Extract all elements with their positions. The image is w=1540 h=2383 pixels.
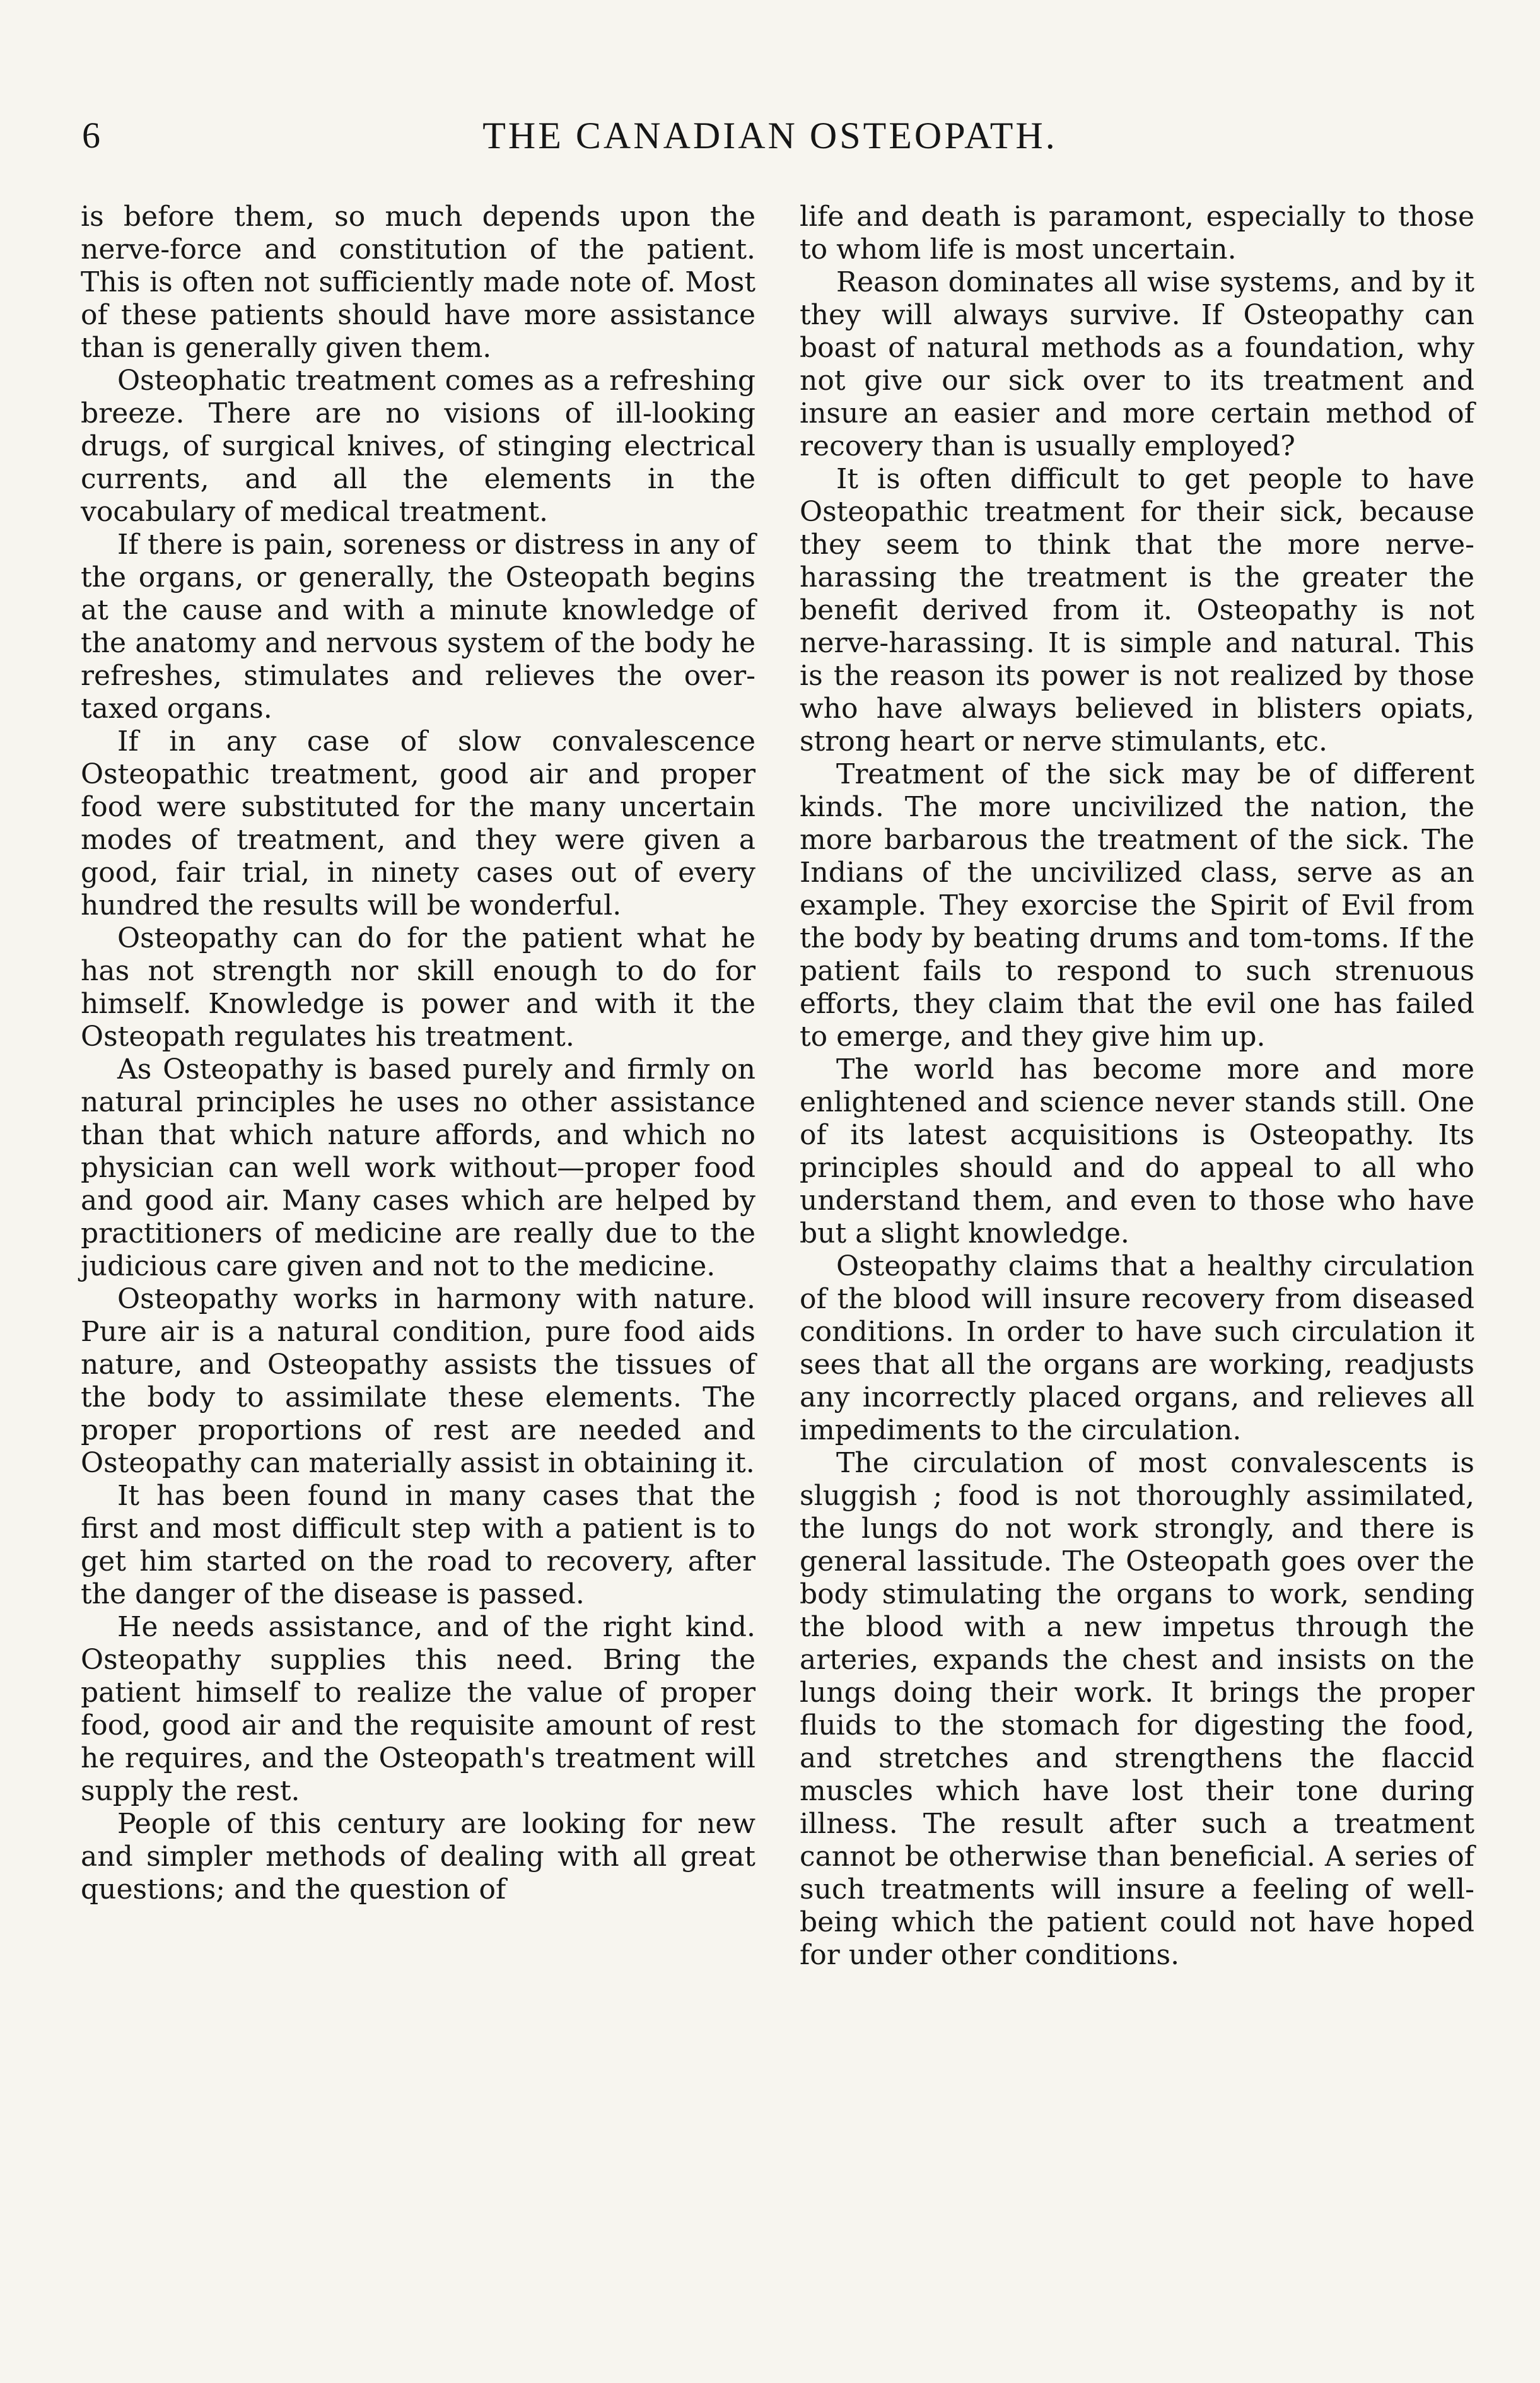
paragraph: It has been found in many cases that the first and most difficult step with a patient is to get him started on the road to recovery, after the danger of the disease is passed.: [81, 1480, 755, 1610]
paragraph: It is often difficult to get people to have Osteopathic treatment for their sick, because they seem to think that the more nerve-harassing the treatment is the greater the benefit derived from it. Osteopathy is not nerve-harassing. It is simple and natural. This is the reason its power is not realized by those who have always believed in blisters opiats, strong heart or nerve stimulants, etc.: [800, 463, 1474, 758]
paragraph: The circulation of most convalescents is sluggish ; food is not thoroughly assimilated, the lungs do not work strongly, and there is general lassitude. The Osteopath goes over the body stimulating the organs to work, sending the blood with a new impetus through the arteries, expands the chest and insists on the lungs doing their work. It brings the proper fluids to the stomach for digesting the food, and stretches and strengthens the flaccid muscles which have lost their tone during illness. The result after such a treatment cannot be otherwise than beneficial. A series of such treatments will insure a feeling of well-being which the patient could not have hoped for under other conditions.: [800, 1447, 1474, 1971]
paragraph: Reason dominates all wise systems, and by it they will always survive. If Osteopathy can boast of natural methods as a foundation, why not give our sick over to its treatment and insure an easier and more certain method of recovery than is usually employed?: [800, 266, 1474, 462]
page-header: [0, 107, 1540, 164]
paragraph: People of this century are looking for new and simpler methods of dealing with all great questions; and the question of: [81, 1808, 755, 1906]
paragraph: He needs assistance, and of the right kind. Osteopathy supplies this need. Bring the patient himself to realize the value of proper food, good air and the requisite amount of rest he requires, and the Osteopath's treatment will supply the rest.: [81, 1611, 755, 1807]
paragraph: Treatment of the sick may be of different kinds. The more uncivilized the nation, the more barbarous the treatment of the sick. The Indians of the uncivilized class, serve as an example. They exorcise the Spirit of Evil from the body by beating drums and tom-toms. If the patient fails to respond to such strenuous efforts, they claim that the evil one has failed to emerge, and they give him up.: [800, 758, 1474, 1053]
paragraph: Osteopathy works in harmony with nature. Pure air is a natural condition, pure food aids nature, and Osteopathy assists the tissues of the body to assimilate these elements. The proper proportions of rest are needed and Osteopathy can materially assist in obtaining it.: [81, 1283, 755, 1479]
paragraph: Osteopathy claims that a healthy circulation of the blood will insure recovery from diseased conditions. In order to have such circulation it sees that all the organs are working, readjusts any incorrectly placed organs, and relieves all impediments to the circulation.: [800, 1250, 1474, 1446]
text-columns: [81, 201, 1474, 2295]
paragraph: If there is pain, soreness or distress in any of the organs, or generally, the Osteopath begins at the cause and with a minute knowledge of the anatomy and nervous system of the body he refreshes, stimulates and relieves the over-taxed organs.: [81, 529, 755, 725]
running-title: THE CANADIAN OSTEOPATH.: [482, 115, 1058, 156]
paragraph: Osteophatic treatment comes as a refreshing breeze. There are no visions of ill-looking drugs, of surgical knives, of stinging electrical currents, and all the elements in the vocabulary of medical treatment.: [81, 365, 755, 528]
paragraph: Osteopathy can do for the patient what he has not strength nor skill enough to do for himself. Knowledge is power and with it the Osteopath regulates his treatment.: [81, 922, 755, 1053]
page-number: 6: [82, 115, 100, 156]
paragraph: If in any case of slow convalescence Osteopathic treatment, good air and proper food were substituted for the many uncertain modes of treatment, and they were given a good, fair trial, in ninety cases out of every hundred the results will be wonderful.: [81, 725, 755, 922]
paragraph: is before them, so much depends upon the nerve-force and constitution of the patient. This is often not sufficiently made note of. Most of these patients should have more assistance than is generally given them.: [81, 201, 755, 364]
right-column: [800, 201, 1474, 2295]
paragraph: As Osteopathy is based purely and firmly on natural principles he uses no other assistance than that which nature affords, and which no physician can well work without—proper food and good air. Many cases which are helped by practitioners of medicine are really due to the judicious care given and not to the medicine.: [81, 1053, 755, 1282]
paragraph: The world has become more and more enlightened and science never stands still. One of its latest acquisitions is Osteopathy. Its principles should and do appeal to all who understand them, and even to those who have but a slight knowledge.: [800, 1053, 1474, 1250]
left-column: [81, 201, 755, 2295]
paragraph: life and death is paramont, especially to those to whom life is most uncertain.: [800, 201, 1474, 266]
